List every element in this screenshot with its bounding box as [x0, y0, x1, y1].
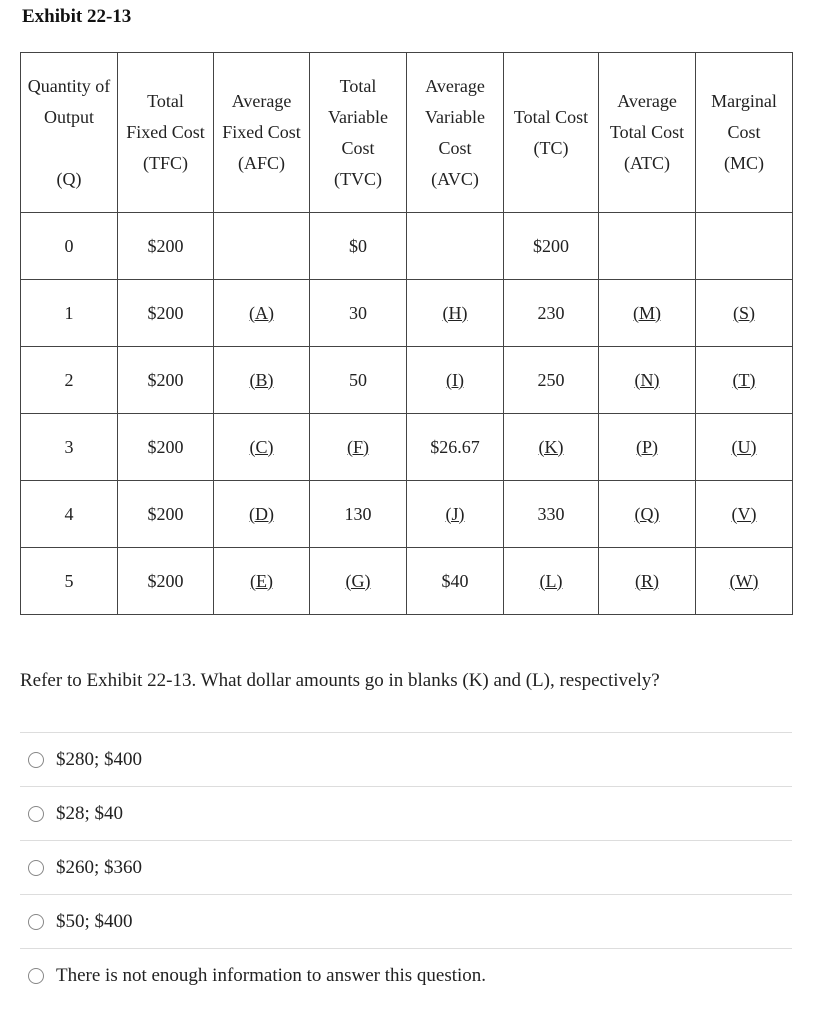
header-tfc: Total Fixed Cost (TFC) — [118, 53, 214, 213]
table-cell: 230 — [504, 280, 599, 347]
table-cell: 1 — [21, 280, 118, 347]
table-cell: $200 — [118, 414, 214, 481]
table-row — [21, 213, 793, 280]
table-cell: $200 — [118, 280, 214, 347]
radio-button[interactable] — [28, 860, 44, 876]
table-cell: 4 — [21, 481, 118, 548]
table-cell: $200 — [504, 213, 599, 280]
table-cell: 3 — [21, 414, 118, 481]
answer-label: $280; $400 — [56, 748, 143, 770]
answer-option[interactable] — [20, 948, 792, 1002]
table-cell: (L) — [504, 548, 599, 615]
table-cell: 5 — [21, 548, 118, 615]
answer-label: $50; $400 — [56, 910, 133, 932]
table-cell — [696, 213, 793, 280]
header-avc: Average Variable Cost (AVC) — [407, 53, 504, 213]
table-cell: (F) — [310, 414, 407, 481]
table-cell: (E) — [214, 548, 310, 615]
table-cell: $200 — [118, 548, 214, 615]
table-row — [21, 347, 793, 414]
table-cell: (S) — [696, 280, 793, 347]
table-cell: (M) — [599, 280, 696, 347]
radio-button[interactable] — [28, 914, 44, 930]
radio-button[interactable] — [28, 752, 44, 768]
table-cell: (J) — [407, 481, 504, 548]
table-cell: (U) — [696, 414, 793, 481]
table-cell: 30 — [310, 280, 407, 347]
exhibit-title: Exhibit 22-13 — [22, 6, 132, 27]
table-cell: 330 — [504, 481, 599, 548]
table-cell: (C) — [214, 414, 310, 481]
header-afc: Average Fixed Cost (AFC) — [214, 53, 310, 213]
answer-label: There is not enough information to answer this question. — [56, 964, 487, 986]
answer-label: $28; $40 — [56, 802, 124, 824]
header-atc: Average Total Cost (ATC) — [599, 53, 696, 213]
answer-option[interactable] — [20, 732, 792, 786]
table-cell: $0 — [310, 213, 407, 280]
table-cell: 50 — [310, 347, 407, 414]
table-cell: (N) — [599, 347, 696, 414]
header-tvc: Total Variable Cost (TVC) — [310, 53, 407, 213]
table-row — [21, 481, 793, 548]
table-cell: (G) — [310, 548, 407, 615]
table-cell: (R) — [599, 548, 696, 615]
header-quantity: Quantity of Output (Q) — [21, 53, 118, 213]
radio-button[interactable] — [28, 806, 44, 822]
table-row — [21, 414, 793, 481]
header-mc: Marginal Cost (MC) — [696, 53, 793, 213]
table-cell: (V) — [696, 481, 793, 548]
table-cell: $26.67 — [407, 414, 504, 481]
table-cell: 2 — [21, 347, 118, 414]
table-cell: $200 — [118, 347, 214, 414]
table-cell — [599, 213, 696, 280]
answer-option[interactable] — [20, 786, 792, 840]
table-row — [21, 548, 793, 615]
table-cell: 0 — [21, 213, 118, 280]
table-cell — [214, 213, 310, 280]
table-cell: $200 — [118, 213, 214, 280]
table-cell: (P) — [599, 414, 696, 481]
table-cell: $40 — [407, 548, 504, 615]
table-cell: (I) — [407, 347, 504, 414]
table-cell — [407, 213, 504, 280]
answer-option[interactable] — [20, 894, 792, 948]
cost-table — [20, 52, 793, 615]
table-cell: (Q) — [599, 481, 696, 548]
question-text: Refer to Exhibit 22-13. What dollar amounts go in blanks (K) and (L), respectively? — [20, 670, 660, 691]
answer-option[interactable] — [20, 840, 792, 894]
table-cell: 250 — [504, 347, 599, 414]
table-cell: (W) — [696, 548, 793, 615]
table-cell: (K) — [504, 414, 599, 481]
table-header-row — [21, 53, 793, 213]
table-cell: (T) — [696, 347, 793, 414]
radio-button[interactable] — [28, 968, 44, 984]
table-cell: (D) — [214, 481, 310, 548]
table-cell: 130 — [310, 481, 407, 548]
answer-list — [20, 732, 792, 1002]
table-cell: (H) — [407, 280, 504, 347]
answer-label: $260; $360 — [56, 856, 143, 878]
table-row — [21, 280, 793, 347]
table-cell: (B) — [214, 347, 310, 414]
table-cell: (A) — [214, 280, 310, 347]
header-tc: Total Cost (TC) — [504, 53, 599, 213]
table-cell: $200 — [118, 481, 214, 548]
